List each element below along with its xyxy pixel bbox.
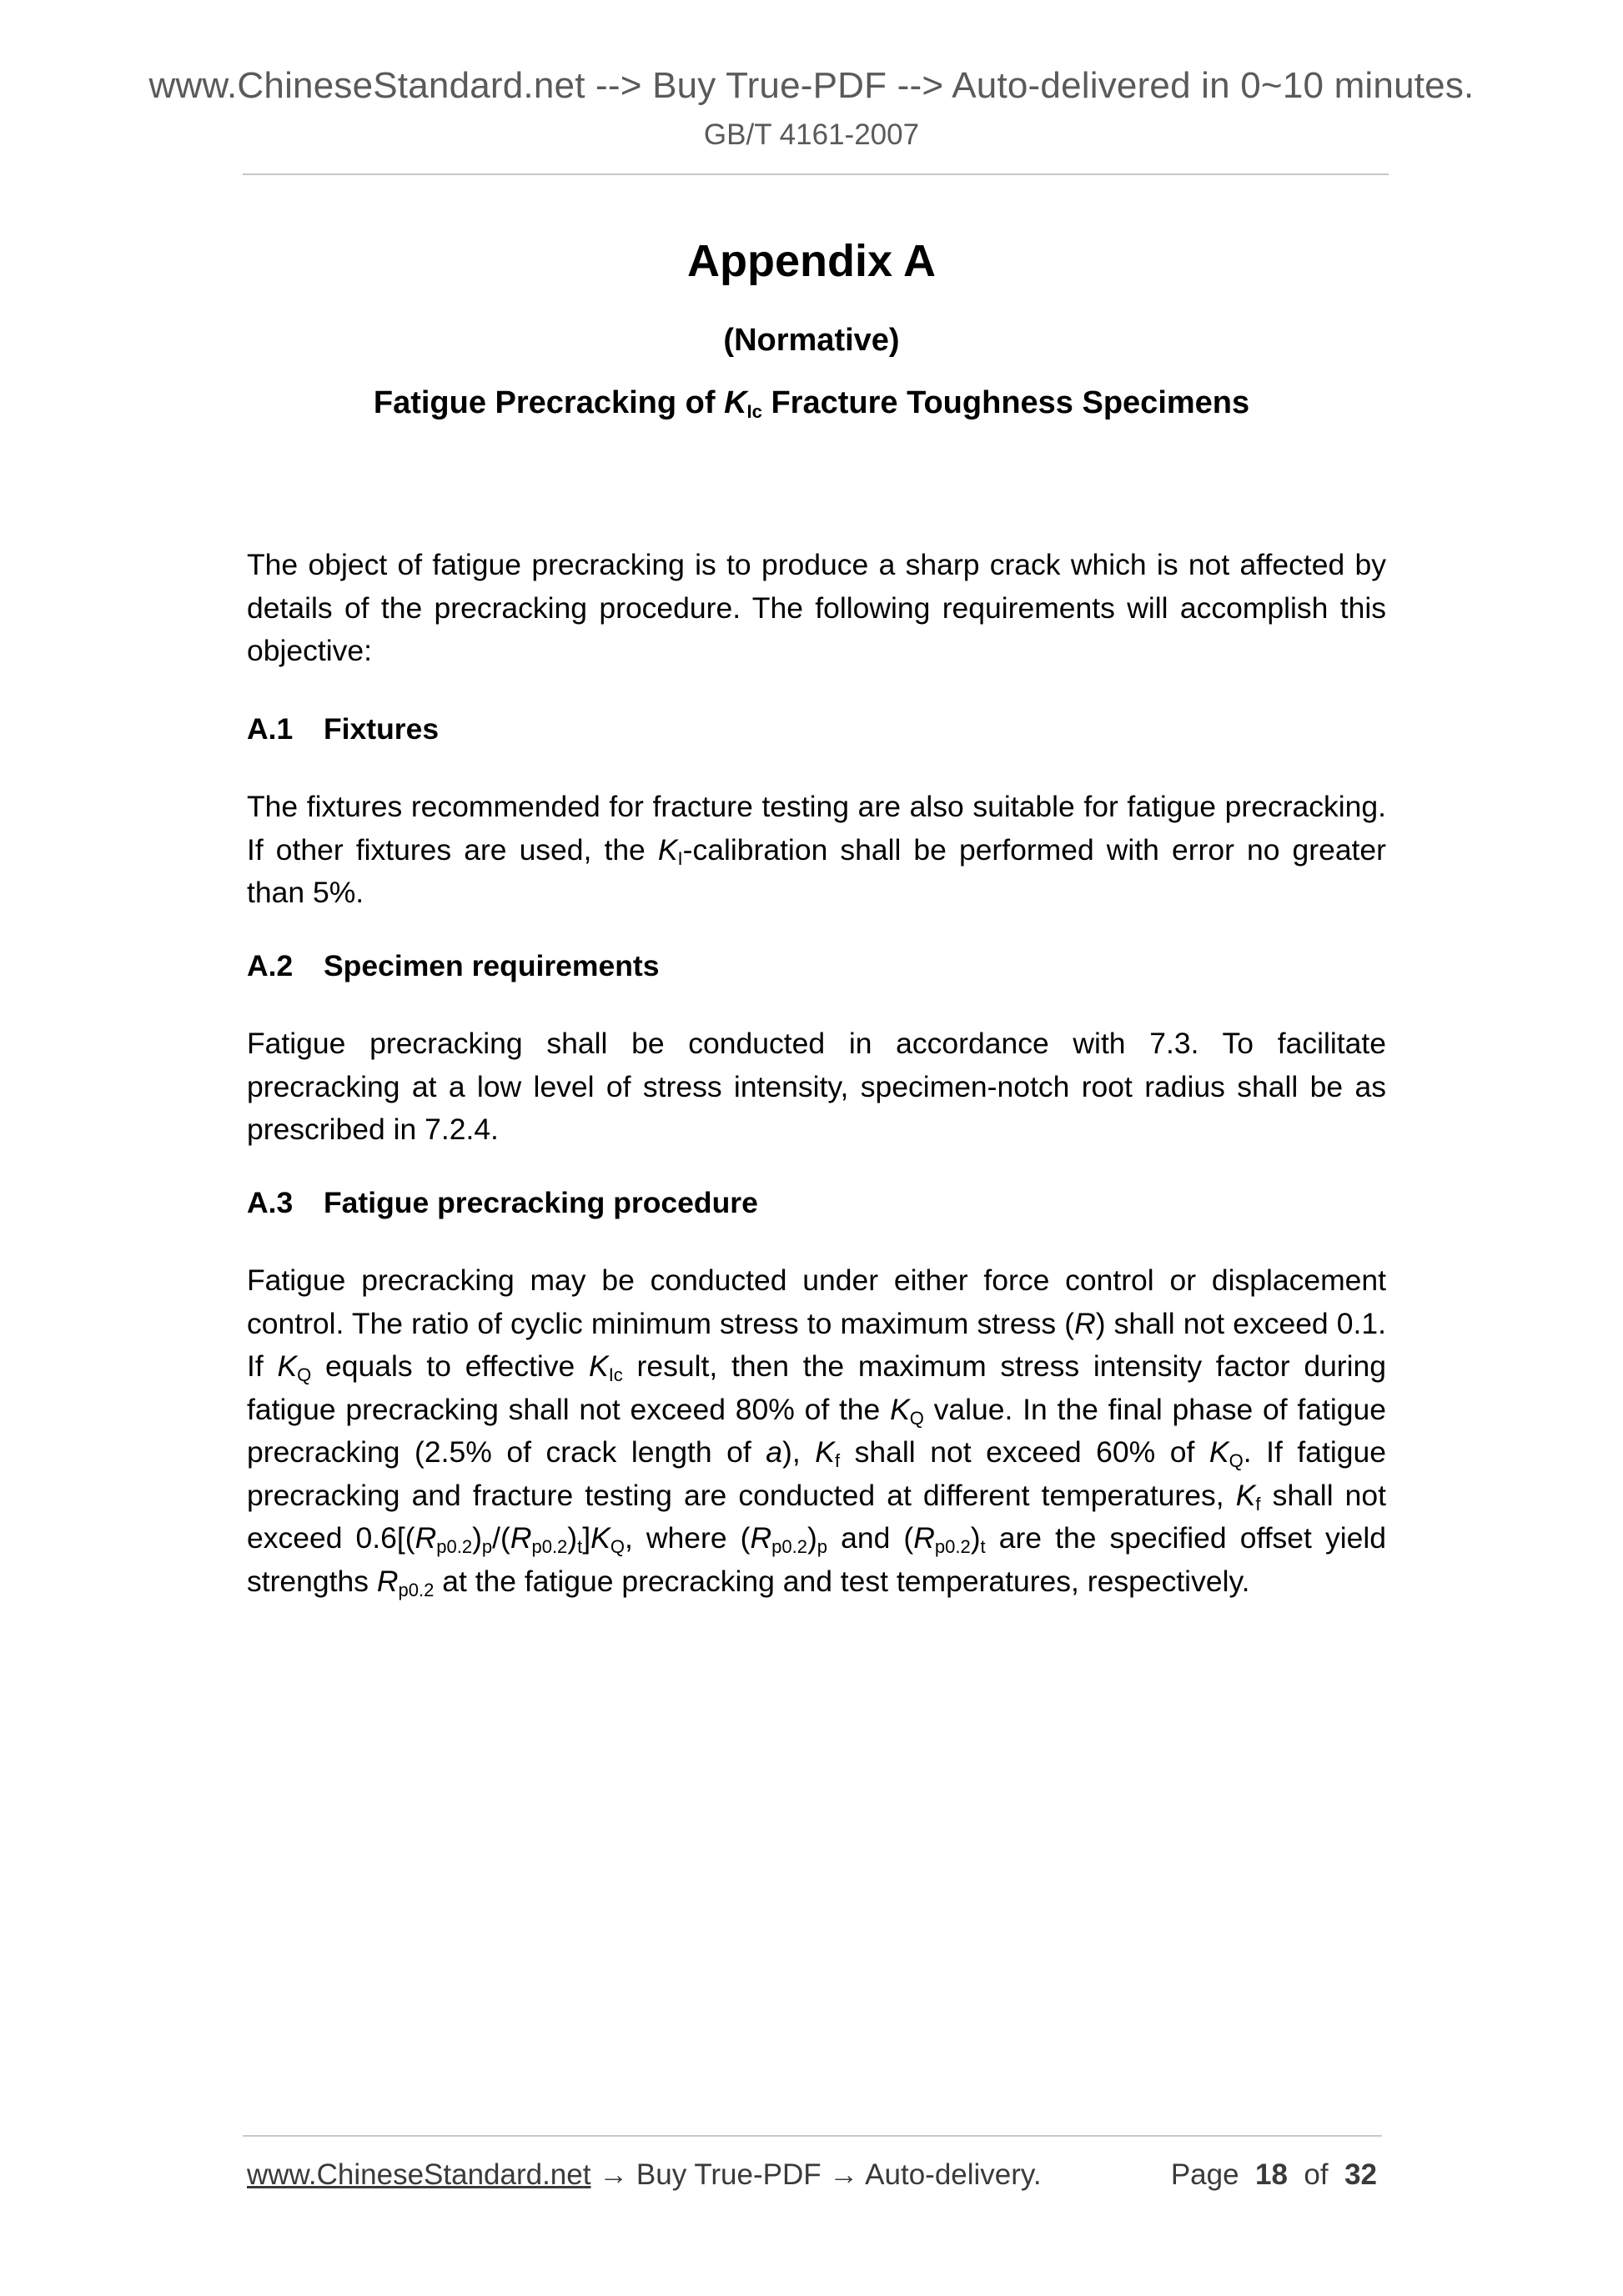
appendix-subject: Fatigue Precracking of $K_{Ic}$ Fracture Toughness Specimens bbox=[373, 385, 1250, 422]
header-divider bbox=[243, 173, 1389, 175]
footer-link[interactable]: www.ChineseStandard.net bbox=[247, 2158, 591, 2191]
appendix-status: (Normative) bbox=[723, 323, 900, 358]
standard-number: GB/T 4161-2007 bbox=[703, 118, 920, 151]
appendix-title: Appendix A bbox=[686, 236, 936, 286]
intro-paragraph: The object of fatigue precracking is to produce a sharp crack which is not affected by details of the precracking procedure. The following requirements will accomplish this objective: bbox=[247, 548, 1386, 667]
header-banner: www.ChineseStandard.net --> Buy True-PDF --> Auto-delivered in 0~10 minutes. bbox=[148, 65, 1475, 106]
section-heading-a1: A.1 Fixtures bbox=[247, 712, 440, 746]
footer-divider bbox=[243, 2135, 1382, 2137]
section-heading-a3: A.3 Fatigue precracking procedure bbox=[247, 1186, 758, 1219]
section-heading-a2: A.2 Specimen requirements bbox=[247, 949, 660, 982]
page-indicator: Page 18 of 32 bbox=[1170, 2158, 1377, 2191]
a1-paragraph: The fixtures recommended for fracture testing are also suitable for fatigue precracking. If other fixtures are used, the $K_I$-calibration shall be performed with error no greater than 5%. bbox=[247, 790, 1386, 909]
a3-paragraph: Fatigue precracking may be conducted under either force control or displacement control. The ratio of cyclic minimum stress to maximum stress (R) shall not exceed 0.1. If $K_Q$ equals to effective $K_{Ic}$ result, then the maximum stress intensity factor during fatigue precracking shall not exceed 80% of the $K_Q$ value. In the final phase of fatigue precracking (2.5% of crack length of a), $K_f$ shall not exceed 60% of $K_Q$. If fatigue precracking and fracture testing are conducted at different temperatures, $K_f$ shall not exceed $0.6[(R_{p0.2})_p/(R_{p0.2})_t]K_Q$, where $(R_{p0.2})_p$ and $(R_{p0.2})_t$ are the specified offset yield strengths $R_{p0.2}$ at the fatigue precracking and test temperatures, respectively. bbox=[247, 1264, 1387, 1600]
a2-paragraph: Fatigue precracking shall be conducted in accordance with 7.3. To facilitate precracking at a low level of stress intensity, specimen-notch root radius shall be as prescribed in 7.2.4. bbox=[247, 1027, 1386, 1146]
footer-promo: www.ChineseStandard.net → Buy True-PDF → Auto-delivery. bbox=[247, 2158, 1042, 2191]
